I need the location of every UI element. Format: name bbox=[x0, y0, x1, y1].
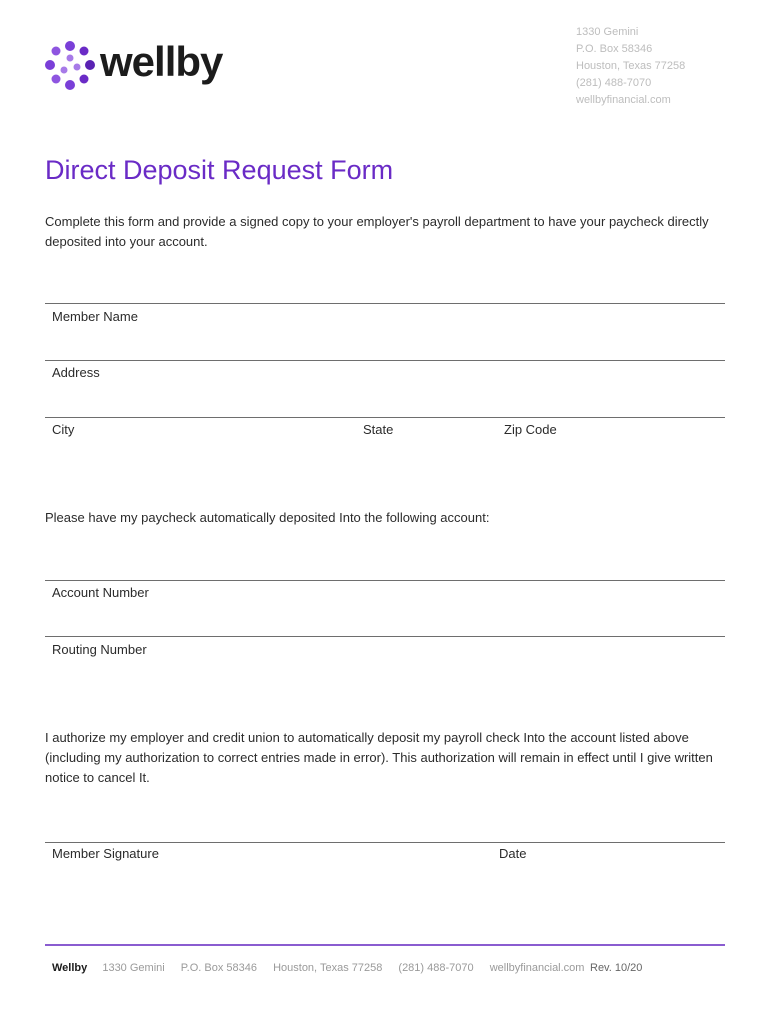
address-line: 1330 Gemini bbox=[576, 26, 639, 38]
address-line: P.O. Box 58346 bbox=[576, 43, 653, 55]
authorization-text: I authorize my employer and credit union to automatically deposit my payroll check Into the account listed above (including my authorization to correct entries made in error). This authorization will remain in effect until I give written notice to cancel It. bbox=[45, 730, 713, 785]
footer-item: P.O. Box 58346 bbox=[180, 962, 258, 974]
revision-label: Rev. 10/20 bbox=[590, 962, 643, 974]
state-label: State bbox=[363, 422, 394, 437]
city-label: City bbox=[52, 422, 75, 437]
account-prompt: Please have my paycheck automatically deposited Into the following account: bbox=[45, 510, 490, 525]
footer-item: 1330 Gemini bbox=[102, 962, 165, 974]
logo-dots-icon bbox=[44, 40, 96, 92]
footer bbox=[52, 962, 597, 974]
routing-number-line[interactable] bbox=[45, 636, 725, 637]
wellby-logo bbox=[44, 40, 244, 96]
address-label: Address bbox=[52, 365, 100, 380]
account-number-line[interactable] bbox=[45, 580, 725, 581]
routing-number-label: Routing Number bbox=[52, 642, 147, 657]
address-line: (281) 488-7070 bbox=[576, 77, 652, 89]
member-name-label: Member Name bbox=[52, 309, 138, 324]
signature-label: Member Signature bbox=[52, 846, 159, 861]
address-line: Houston, Texas 77258 bbox=[576, 60, 686, 72]
intro-text: Complete this form and provide a signed copy to your employer's payroll department to have your paycheck directly deposited into your account. bbox=[45, 214, 709, 249]
page-title: Direct Deposit Request Form bbox=[45, 155, 394, 185]
account-number-label: Account Number bbox=[52, 585, 149, 600]
city-state-zip-line[interactable] bbox=[45, 417, 725, 418]
zip-label: Zip Code bbox=[504, 422, 557, 437]
footer-item: (281) 488-7070 bbox=[398, 962, 474, 974]
website-link[interactable]: wellbyfinancial.com bbox=[576, 94, 671, 106]
logo-wordmark: wellby bbox=[100, 38, 223, 85]
footer-website-link[interactable]: wellbyfinancial.com bbox=[489, 962, 585, 974]
address-line-field[interactable] bbox=[45, 360, 725, 361]
member-name-line[interactable] bbox=[45, 303, 725, 304]
footer-item: Houston, Texas 77258 bbox=[273, 962, 383, 974]
footer-divider bbox=[45, 944, 725, 946]
footer-brand: Wellby bbox=[52, 962, 88, 974]
signature-date-line[interactable] bbox=[45, 842, 725, 843]
date-label: Date bbox=[499, 846, 527, 861]
header-address bbox=[576, 24, 685, 109]
